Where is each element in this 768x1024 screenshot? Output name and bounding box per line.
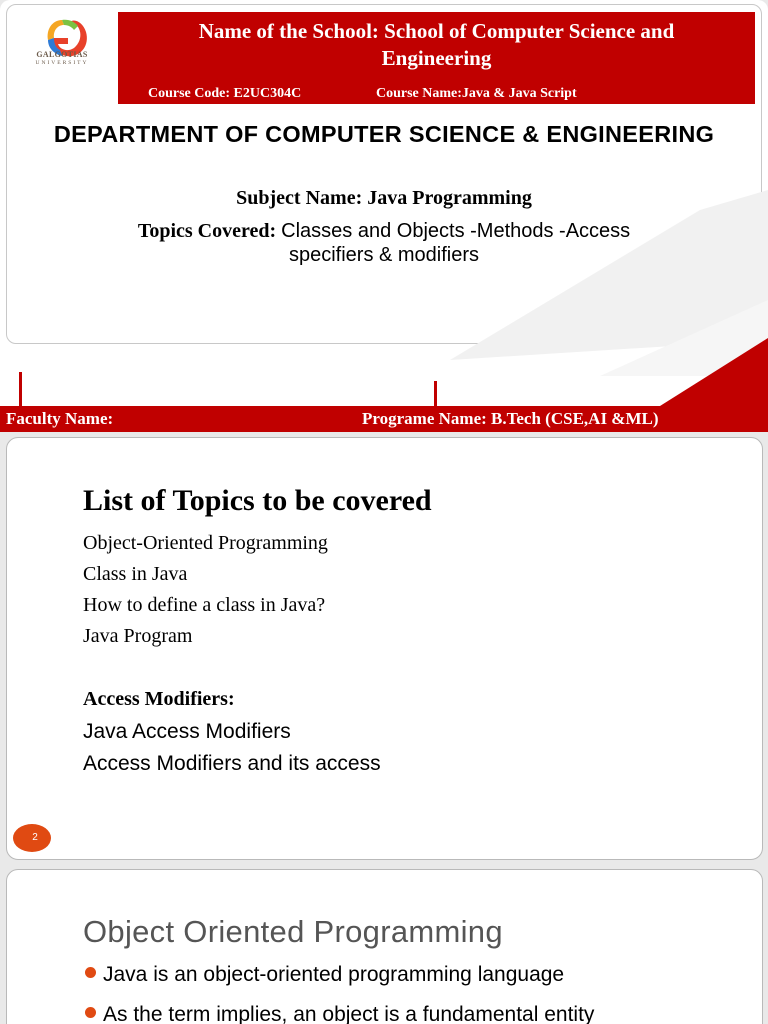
topic-list xyxy=(83,530,328,654)
logo-sub: UNIVERSITY xyxy=(35,60,89,66)
bullet-item xyxy=(85,962,763,1002)
bullet-dot-icon xyxy=(85,1007,96,1018)
footer-strip xyxy=(0,406,768,432)
logo-text xyxy=(12,50,112,66)
department-title: DEPARTMENT OF COMPUTER SCIENCE & ENGINEERING xyxy=(53,121,715,147)
list-item: Java Access Modifiers xyxy=(83,720,291,743)
school-banner xyxy=(118,12,755,104)
bullet-text: Java is an object-oriented programming language xyxy=(103,963,565,986)
slide-title: Object Oriented Programming xyxy=(83,914,503,949)
list-item: How to define a class in Java? xyxy=(83,594,326,616)
page-number-badge: 2 xyxy=(13,824,51,852)
bullet-list xyxy=(85,962,763,1024)
bullet-text: As the term implies, an object is a fundamental entity xyxy=(103,1003,595,1024)
list-item: Class in Java xyxy=(83,563,188,585)
topics-covered xyxy=(0,219,768,267)
title-slide xyxy=(0,0,768,432)
topics-slide xyxy=(6,437,763,860)
subject-name: Subject Name: Java Programming xyxy=(236,187,532,209)
faculty-name: Faculty Name: xyxy=(6,409,114,428)
list-item: Object-Oriented Programming xyxy=(83,532,328,554)
list-item: Java Program xyxy=(83,625,193,647)
school-name: Name of the School: School of Computer Science and Engineering xyxy=(198,19,675,70)
programme-name: Programe Name: B.Tech (CSE,AI &ML) xyxy=(362,409,659,428)
list-item: Access Modifiers and its access xyxy=(83,752,381,775)
topics-label: Topics Covered: xyxy=(137,220,277,242)
course-code: Course Code: E2UC304C xyxy=(148,86,302,101)
bullet-dot-icon xyxy=(85,967,96,978)
access-modifiers-list xyxy=(83,718,381,782)
access-modifiers-heading: Access Modifiers: xyxy=(83,688,235,710)
oop-slide xyxy=(6,869,763,1024)
bullet-item xyxy=(85,1002,763,1024)
logo-name: GALGOTIAS xyxy=(36,50,88,59)
course-name: Course Name:Java & Java Script xyxy=(376,86,577,101)
topics-value: Classes and Objects -Methods -Access specifiers & modifiers xyxy=(281,220,631,266)
slide-title: List of Topics to be covered xyxy=(83,484,432,517)
